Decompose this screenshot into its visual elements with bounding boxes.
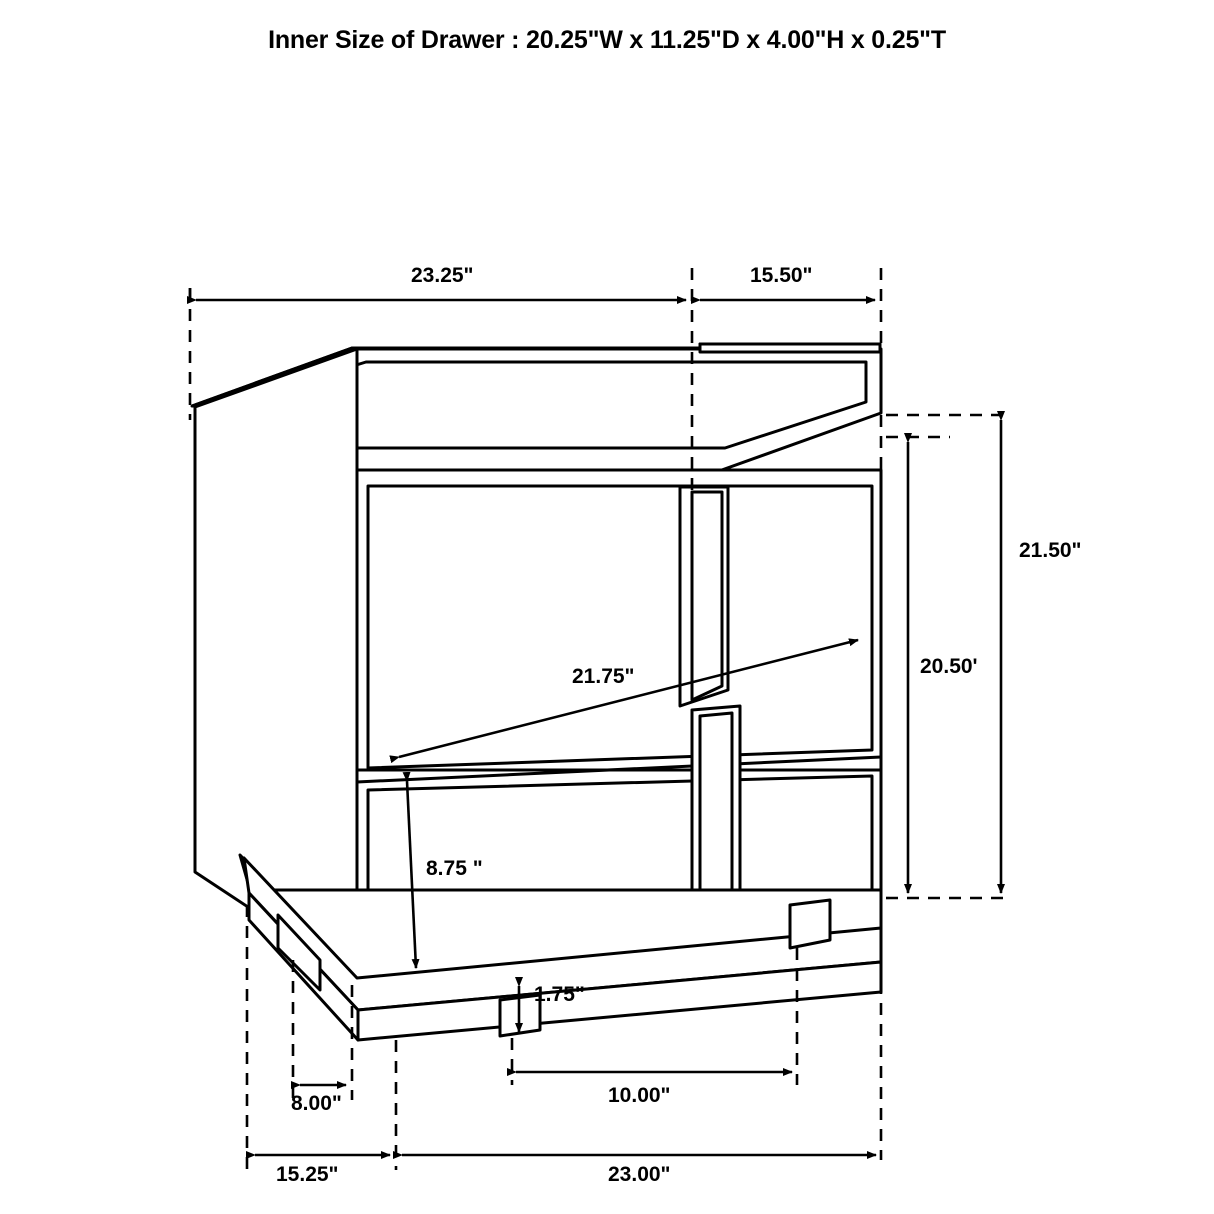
dim-label-bottom-depth: 15.25" — [276, 1163, 339, 1186]
dim-label-bottom-width: 23.00" — [608, 1163, 671, 1186]
dim-label-foot-width: 8.00" — [291, 1092, 342, 1115]
dim-label-drawer-front-width: 21.75" — [572, 665, 635, 688]
dim-label-top-width-side: 15.50" — [750, 264, 813, 287]
dim-label-right-case-height: 20.50' — [920, 655, 978, 678]
cabinet-body — [192, 344, 881, 1040]
dim-label-drawer-height: 8.75 " — [426, 857, 483, 880]
dim-label-base-height: 1.75" — [534, 983, 585, 1006]
page-title: Inner Size of Drawer : 20.25"W x 11.25"D x 4.00"H x 0.25"T — [268, 26, 946, 54]
dim-label-top-width-front: 23.25" — [411, 264, 474, 287]
dim-label-right-total-height: 21.50" — [1019, 539, 1082, 562]
dim-label-foot-spacing: 10.00" — [608, 1084, 671, 1107]
